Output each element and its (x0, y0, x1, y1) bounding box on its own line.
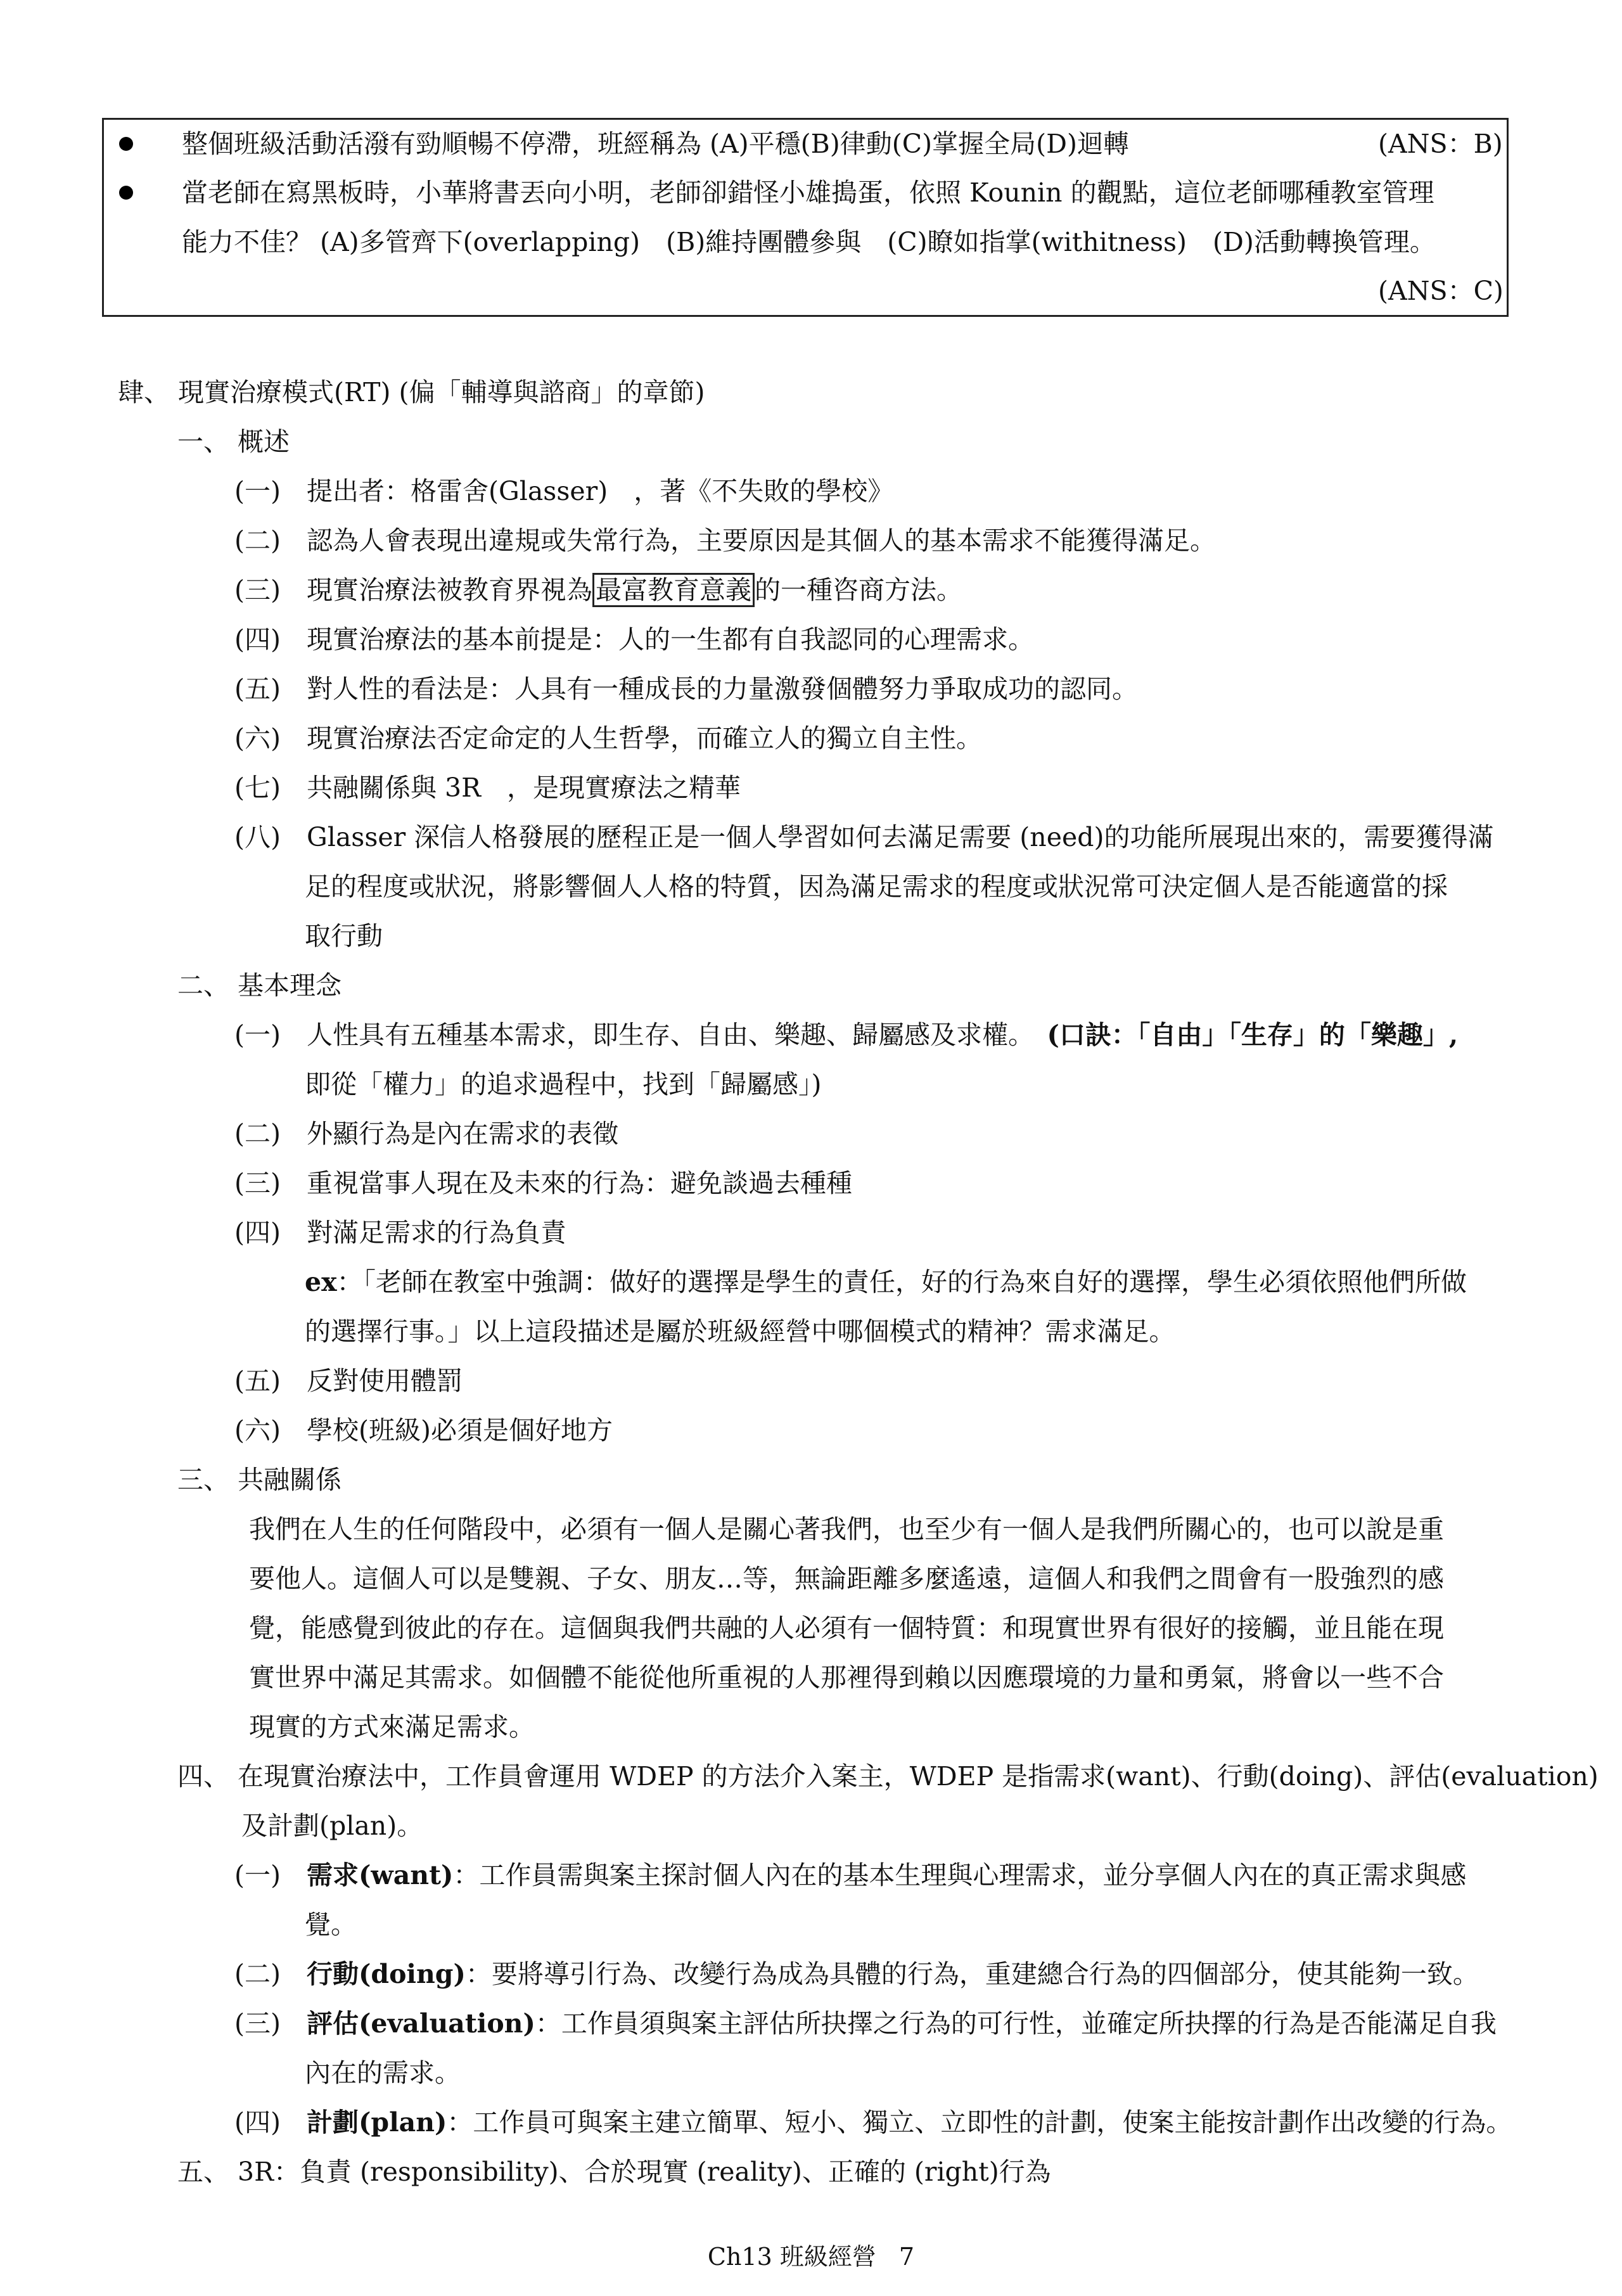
mnemonic-continuation: 即從「權力」的追求過程中，找到「歸屬感」) (305, 1069, 822, 1100)
page-number: 7 (898, 2243, 915, 2271)
paragraph-line: 覺，能感覺到彼此的存在。這個與我們共融的人必須有一個特質：和現實世界有很好的接觸，並且能在現 (249, 1613, 1444, 1643)
list-item: (五) 反對使用體罰 (234, 1366, 463, 1396)
term-evaluation: 評估(evaluation) (307, 2008, 535, 2039)
subsection-heading: 二、 基本理念 (177, 970, 342, 1001)
question-1-text: 整個班級活動活潑有勁順暢不停滯，班經稱為 (A)平穩(B)律動(C)掌握全局(D)迴轉 (182, 129, 1129, 159)
example-text: ：「老師在教室中強調：做好的選擇是學生的責任，好的行為來自好的選擇，學生必須依照他們所做 (336, 1267, 1467, 1297)
example-line (305, 1257, 1467, 1307)
paragraph-line: 我們在人生的任何階段中，必須有一個人是關心著我們，也至少有一個人是我們所關心的，也可以說是重 (249, 1514, 1444, 1544)
list-number: (四) (234, 2107, 307, 2138)
list-item: (三) 重視當事人現在及未來的行為：避免談過去種種 (234, 1168, 852, 1198)
subsection-heading: 五、 3R：負責 (responsibility)、合於現實 (reality)、正確的 (right)行為 (177, 2157, 1051, 2187)
list-item: (一) 提出者：格雷舍(Glasser) ，著《不失敗的學校》 (234, 476, 894, 506)
term-plan: 計劃(plan) (307, 2107, 447, 2138)
paragraph-line: 要他人。這個人可以是雙親、子女、朋友…等，無論距離多麼遙遠，這個人和我們之間會有一股強烈的感 (249, 1563, 1444, 1594)
paragraph-line: 實世界中滿足其需求。如個體不能從他所重視的人那裡得到賴以因應環境的力量和勇氣，將會以一些不合 (249, 1662, 1444, 1693)
list-item (234, 1010, 1458, 1060)
question-1-answer: (ANS：B) (1378, 129, 1503, 159)
section-heading: 肆、 現實治療模式(RT) (偏「輔導與諮商」的章節) (118, 377, 705, 407)
term-doing: 行動(doing) (307, 1959, 466, 1989)
list-item (234, 565, 962, 615)
list-item-text: (一) 人性具有五種基本需求，即生存、自由、樂趣、歸屬感及求權。 (234, 1020, 1047, 1050)
example-continuation: 的選擇行事。」以上這段描述是屬於班級經營中哪個模式的精神？需求滿足。 (305, 1316, 1175, 1347)
page-footer (0, 2237, 1622, 2272)
list-item: (七) 共融關係與 3R ，是現實療法之精華 (234, 773, 741, 803)
list-item-text: 的一種咨商方法。 (755, 575, 962, 605)
question-2-answer: (ANS：C) (1378, 276, 1504, 306)
list-item-continuation: 覺。 (305, 1909, 357, 1940)
list-item-evaluation (234, 1999, 1497, 2048)
list-item-text: (三) 現實治療法被教育界視為 (234, 575, 592, 605)
question-2-line1: 當老師在寫黑板時，小華將書丟向小明，老師卻錯怪小雄搗蛋，依照 Kounin 的觀點，這位老師哪種教室管理 (182, 177, 1434, 208)
list-item-want (234, 1850, 1466, 1900)
subsection-heading: 四、 在現實治療法中，工作員會運用 WDEP 的方法介入案主，WDEP 是指需求(want)、行動(doing)、評估(evaluation) (177, 1761, 1599, 1792)
term-description: ：要將導引行為、改變行為成為具體的行為，重建總合行為的四個部分，使其能夠一致。 (465, 1959, 1479, 1989)
list-item: (四) 對滿足需求的行為負責 (234, 1217, 566, 1248)
mnemonic-text: (口訣：「自由」「生存」的「樂趣」, (1047, 1020, 1459, 1050)
list-item: (六) 學校(班級)必須是個好地方 (234, 1415, 613, 1446)
list-item: (二) 外顯行為是內在需求的表徵 (234, 1119, 618, 1149)
list-item: (六) 現實治療法否定命定的人生哲學，而確立人的獨立自主性。 (234, 723, 982, 754)
list-number: (二) (234, 1959, 307, 1989)
question-2-line2: 能力不佳？ (A)多管齊下(overlapping) (B)維持團體參與 (C)瞭如指掌(withitness) (D)活動轉換管理。 (182, 227, 1436, 257)
list-item: (二) 認為人會表現出違規或失常行為，主要原因是其個人的基本需求不能獲得滿足。 (234, 525, 1216, 556)
list-item: (四) 現實治療法的基本前提是：人的一生都有自我認同的心理需求。 (234, 624, 1034, 655)
paragraph-line: 現實的方式來滿足需求。 (249, 1712, 535, 1742)
term-description: ：工作員可與案主建立簡單、短小、獨立、立即性的計劃，使案主能按計劃作出改變的行為。 (447, 2107, 1512, 2138)
list-item-continuation: 內在的需求。 (305, 2058, 461, 2088)
list-number: (三) (234, 2008, 307, 2039)
example-label: ex (305, 1267, 337, 1297)
term-want: 需求(want) (307, 1860, 454, 1890)
list-item-plan (234, 2098, 1512, 2147)
subsection-continuation: 及計劃(plan)。 (241, 1811, 423, 1841)
list-item-doing (234, 1949, 1479, 1999)
term-description: ：工作員須與案主評估所抉擇之行為的可行性，並確定所抉擇的行為是否能滿足自我 (535, 2008, 1497, 2039)
footer-chapter: Ch13 班級經營 (707, 2243, 876, 2271)
list-item-continuation: 足的程度或狀況，將影響個人人格的特質，因為滿足需求的程度或狀況常可決定個人是否能適當的採 (305, 871, 1448, 902)
term-description: ：工作員需與案主探討個人內在的基本生理與心理需求，並分享個人內在的真正需求與感 (453, 1860, 1467, 1890)
subsection-heading: 一、 概述 (177, 426, 290, 457)
list-item-continuation: 取行動 (305, 921, 383, 951)
list-item: (五) 對人性的看法是：人具有一種成長的力量激發個體努力爭取成功的認同。 (234, 674, 1138, 704)
list-number: (一) (234, 1860, 307, 1890)
list-item: (八) Glasser 深信人格發展的歷程正是一個人學習如何去滿足需要 (need)的功能所展現出來的，需要獲得滿 (234, 822, 1494, 852)
boxed-emphasis: 最富教育意義 (592, 573, 755, 607)
bullet-icon (119, 137, 133, 151)
subsection-heading: 三、 共融關係 (177, 1465, 342, 1495)
bullet-icon (119, 186, 133, 200)
